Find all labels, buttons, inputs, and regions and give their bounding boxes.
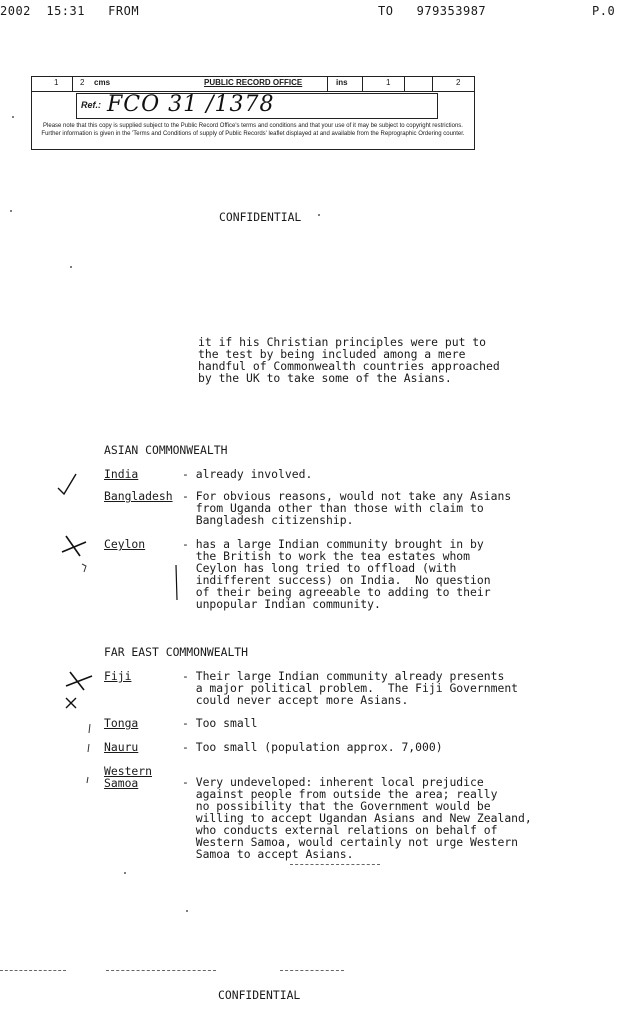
entry-line: could never accept more Asians.: [182, 693, 409, 707]
stamp-ins: ins: [336, 78, 348, 87]
country-tonga: Tonga: [104, 716, 139, 730]
entry-line: a major political problem. The Fiji Government: [182, 681, 519, 695]
entry-line: no possibility that the Government would be: [182, 799, 491, 813]
entry-line: the British to work the tea estates whom: [182, 549, 471, 563]
entry-line: - Their large Indian community already presents: [182, 669, 505, 683]
entry-line: - already involved.: [182, 467, 313, 481]
entry-line: Bangladesh citizenship.: [182, 513, 354, 527]
entry-line: unpopular Indian community.: [182, 597, 381, 611]
stamp-number-1: 1: [54, 78, 59, 87]
intro-line: handful of Commonwealth countries approached: [198, 359, 500, 373]
stamp-number-4: 2: [456, 78, 461, 87]
classification-top: CONFIDENTIAL: [219, 210, 302, 224]
section-heading-fareast: FAR EAST COMMONWEALTH: [104, 645, 249, 659]
entry-line: who conducts external relations on behalf of: [182, 823, 498, 837]
country-western-samoa-line1: Western: [104, 764, 153, 778]
entry-line: indifferent success) on India. No question: [182, 573, 491, 587]
stamp-number-2: 2: [80, 78, 85, 87]
entry-line: Western Samoa, would certainly not urge Western: [182, 835, 519, 849]
stamp-copyright-note: Please note that this copy is supplied subject to the Public Record Office's terms and conditions and that your use of it may be subject to copyright restrictions. Further information is given in the 'Terms and Conditions of supply of Public Records' leaflet displayed at and available from the Reprographic Ordering counter.: [41, 123, 465, 137]
stamp-office-name: PUBLIC RECORD OFFICE: [204, 78, 303, 87]
section-heading-asian: ASIAN COMMONWEALTH: [104, 443, 228, 457]
reference-value: FCO 31 /1378: [107, 92, 275, 117]
country-india: India: [104, 467, 139, 481]
reference-label: Ref.:: [81, 100, 101, 110]
entry-line: - For obvious reasons, would not take any Asians: [182, 489, 512, 503]
cross-mark-ceylon: [62, 536, 86, 556]
cross-mark-fiji: [66, 672, 92, 690]
fax-header-left: 2002 15:31 FROM: [0, 4, 140, 18]
cross-mark-fiji-small: [66, 698, 76, 708]
entry-line: - has a large Indian community brought in by: [182, 537, 484, 551]
stamp-cms: cms: [94, 78, 111, 87]
entry-line: - Too small: [182, 716, 258, 730]
margin-seven: [82, 564, 86, 572]
fax-header-page: P.0: [592, 4, 616, 18]
margin-ticks: [87, 724, 90, 783]
entry-line: - Very undeveloped: inherent local prejudice: [182, 775, 484, 789]
entry-line: Samoa to accept Asians.: [182, 847, 354, 861]
country-fiji: Fiji: [104, 669, 132, 683]
classification-bottom: CONFIDENTIAL: [218, 988, 301, 1002]
country-ceylon: Ceylon: [104, 537, 146, 551]
entry-line: Ceylon has long tried to offload (with: [182, 561, 457, 575]
tick-mark-india: [58, 474, 76, 494]
country-nauru: Nauru: [104, 740, 139, 754]
entry-line: from Uganda other than those with claim to: [182, 501, 484, 515]
entry-line: against people from outside the area; really: [182, 787, 498, 801]
entry-line: - Too small (population approx. 7,000): [182, 740, 443, 754]
intro-line: the test by being included among a mere: [198, 347, 466, 361]
intro-line: by the UK to take some of the Asians.: [198, 371, 452, 385]
margin-line-ceylon: [176, 565, 177, 600]
intro-line: it if his Christian principles were put to: [198, 335, 487, 349]
fax-header-to: TO 979353987: [378, 4, 487, 18]
entry-line: willing to accept Ugandan Asians and New Zealand,: [182, 811, 532, 825]
country-western-samoa-line2: Samoa: [104, 776, 139, 790]
country-bangladesh: Bangladesh: [104, 489, 173, 503]
entry-line: of their being agreeable to adding to their: [182, 585, 491, 599]
stamp-number-3: 1: [386, 78, 391, 87]
